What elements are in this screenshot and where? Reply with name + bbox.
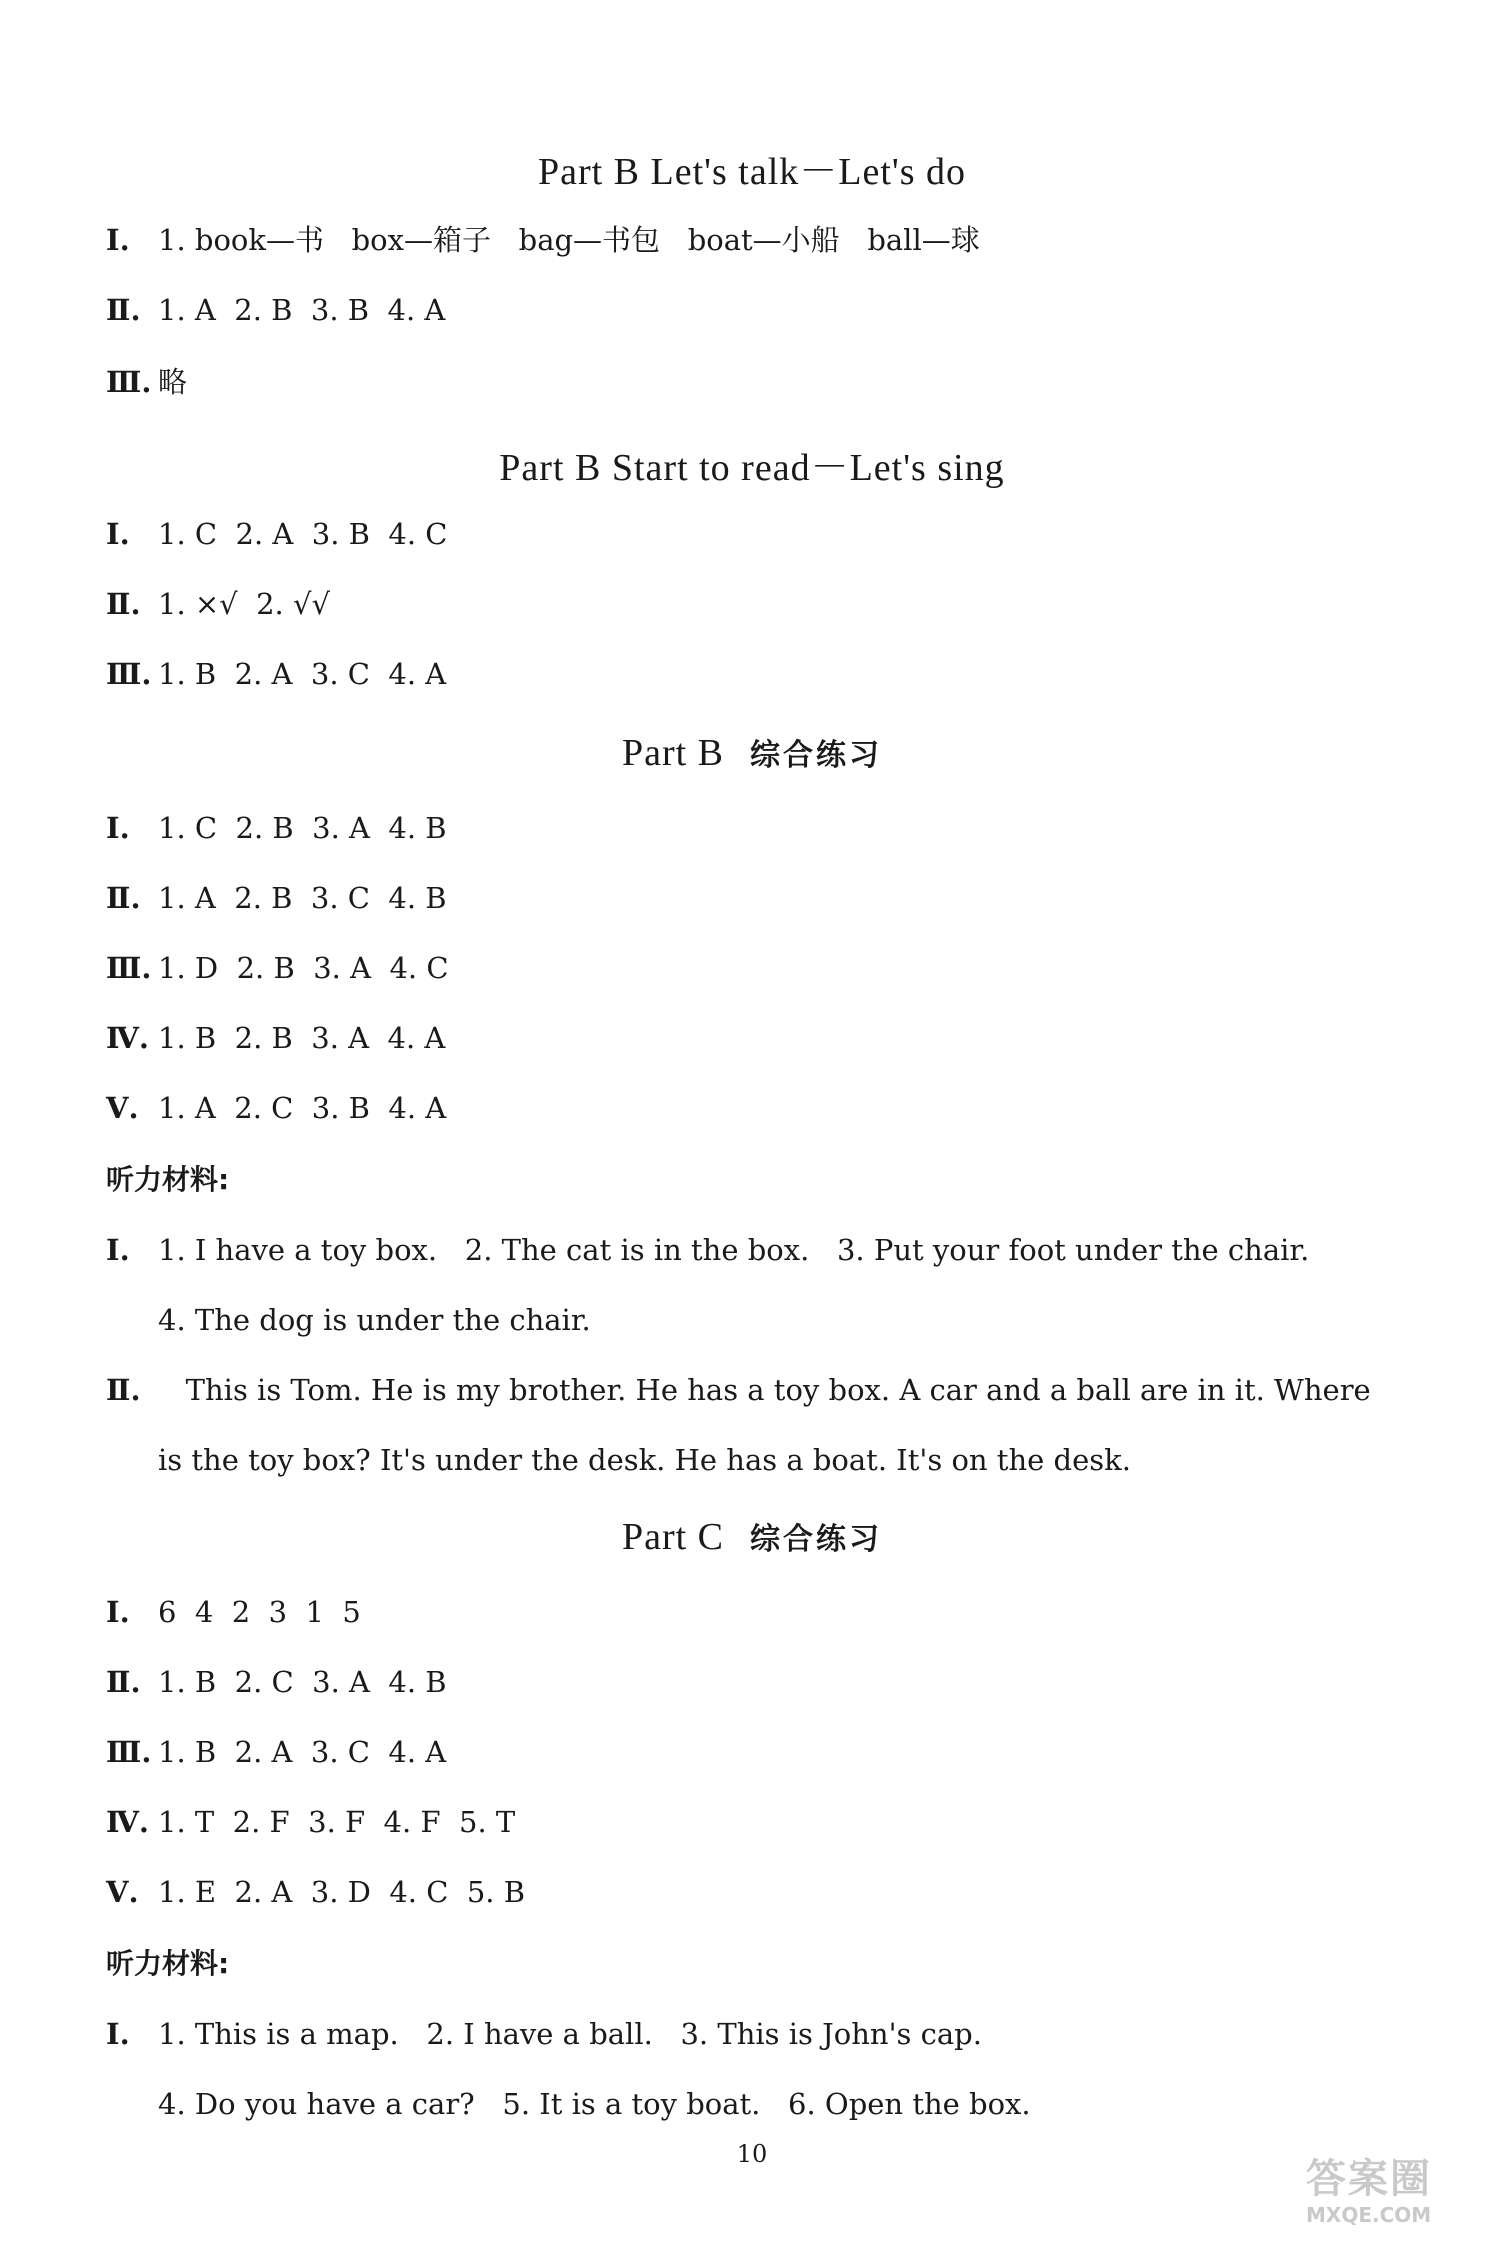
listening-label: 听力材料: [106, 1163, 230, 1196]
listening-line: Ⅱ. This is Tom. He is my brother. He has a toy box. A car and a ball are in it. Where [106, 1373, 1371, 1407]
answer-line: Ⅰ. 1. C 2. A 3. B 4. C [106, 517, 448, 551]
listening-line: is the toy box? It's under the desk. He has a boat. It's on the desk. [158, 1443, 1131, 1477]
listening-line: Ⅰ. 1. I have a toy box. 2. The cat is in the box. 3. Put your foot under the chair. [106, 1233, 1310, 1267]
section-heading: Part C 综合练习 [621, 1516, 883, 1558]
answer-line: Ⅲ. 1. D 2. B 3. A 4. C [106, 951, 449, 985]
answer-line: Ⅲ. 1. B 2. A 3. C 4. A [106, 1735, 447, 1769]
answer-line: Ⅲ. 1. B 2. A 3. C 4. A [106, 657, 447, 691]
listening-line: 4. The dog is under the chair. [158, 1303, 591, 1337]
listening-line: 4. Do you have a car? 5. It is a toy boat. 6. Open the box. [158, 2087, 1031, 2121]
answer-line: Ⅳ. 1. B 2. B 3. A 4. A [106, 1021, 446, 1055]
section-heading: Part B 综合练习 [621, 732, 883, 774]
answer-line: Ⅱ. 1. A 2. B 3. C 4. B [106, 881, 447, 915]
listening-label: 听力材料: [106, 1947, 230, 1980]
answer-line: Ⅴ. 1. E 2. A 3. D 4. C 5. B [106, 1875, 526, 1909]
page-number: 10 [736, 2140, 768, 2168]
listening-line: Ⅰ. 1. This is a map. 2. I have a ball. 3. This is John's cap. [106, 2017, 982, 2051]
section-heading: Part B Let's talk－Let's do [537, 151, 967, 193]
answer-line: Ⅰ. 6 4 2 3 1 5 [106, 1595, 361, 1629]
answer-line: Ⅱ. 1. B 2. C 3. A 4. B [106, 1665, 447, 1699]
answer-line: Ⅲ. 略 [106, 365, 188, 399]
answer-line: Ⅴ. 1. A 2. C 3. B 4. A [106, 1091, 447, 1125]
watermark-logo [1306, 2154, 1476, 2234]
watermark-text: 答案圈 [1306, 2156, 1432, 2202]
answer-line: Ⅰ. 1. book—书 box—箱子 bag—书包 boat—小船 ball—球 [106, 223, 980, 257]
answer-line: Ⅱ. 1. A 2. B 3. B 4. A [106, 293, 446, 327]
section-heading: Part B Start to read－Let's sing [499, 447, 1005, 489]
answer-line: Ⅳ. 1. T 2. F 3. F 4. F 5. T [106, 1805, 516, 1839]
answer-line: Ⅱ. 1. ×√ 2. √√ [106, 587, 330, 621]
watermark-url: MXQE.COM [1306, 2203, 1432, 2227]
answer-line: Ⅰ. 1. C 2. B 3. A 4. B [106, 811, 447, 845]
